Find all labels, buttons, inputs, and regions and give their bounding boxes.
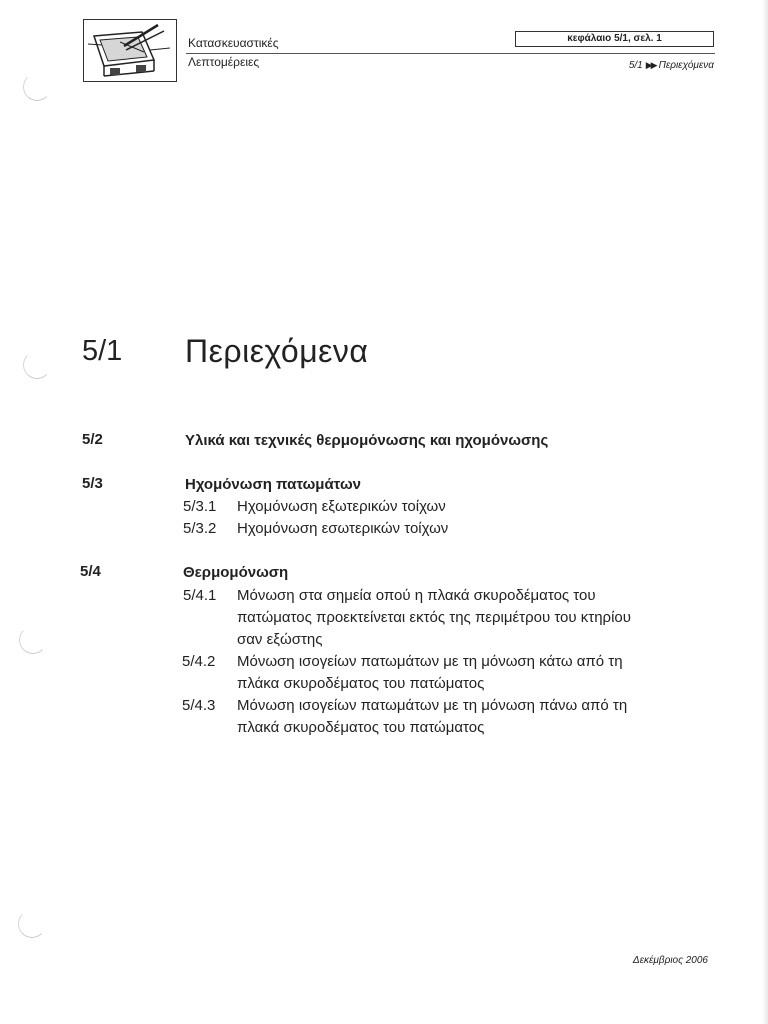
toc-subsection-title-continued: πλάκα σκυροδέματος του πατώματος — [237, 675, 485, 692]
chapter-page-box: κεφάλαιο 5/1, σελ. 1 — [515, 31, 714, 47]
punch-hole — [19, 626, 47, 654]
section-ref-number: 5/1 — [628, 60, 643, 71]
punch-hole — [23, 351, 51, 379]
toc-subsection-title: Μόνωση ισογείων πατωμάτων με τη μόνωση πάνω από τη — [237, 697, 628, 714]
toc-section-title: Υλικά και τεχνικές θερμομόνωσης και ηχομόνωσης — [185, 432, 549, 449]
header-divider — [186, 53, 715, 54]
chapter-number: 5/1 — [82, 335, 123, 367]
toc-subsection-number: 5/4.1 — [183, 587, 217, 604]
toc-section-title: Θερμομόνωση — [183, 564, 289, 581]
header-title-line2: Λεπτομέρειες — [188, 55, 260, 69]
section-ref-title: Περιεχόμενα — [658, 60, 714, 71]
toc-subsection-title-continued: σαν εξώστης — [237, 631, 323, 648]
toc-subsection-title: Μόνωση στα σημεία οπού η πλακά σκυροδέματος του — [237, 587, 596, 604]
page-title: Περιεχόμενα — [185, 333, 369, 369]
toc-subsection-title: Μόνωση ισογείων πατωμάτων με τη μόνωση κάτω από τη — [237, 653, 623, 670]
toc-subsection-number: 5/4.3 — [182, 697, 216, 714]
toc-section-number: 5/3 — [82, 475, 103, 492]
header-title-line1: Κατασκευαστικές — [188, 36, 279, 50]
logo — [83, 19, 177, 82]
toc-subsection-title: Ηχομόνωση εσωτερικών τοίχων — [237, 520, 449, 537]
punch-hole — [23, 73, 51, 101]
toc-subsection-title-continued: πατώματος προεκτείνεται εκτός της περιμέτρου του κτηρίου — [237, 609, 631, 626]
toc-subsection-number: 5/4.2 — [182, 653, 216, 670]
page-edge — [762, 0, 768, 1024]
punch-hole — [18, 910, 46, 938]
construction-detail-icon — [84, 20, 175, 80]
toc-subsection-number: 5/3.2 — [183, 520, 217, 537]
toc-subsection-number: 5/3.1 — [183, 498, 217, 515]
toc-section-number: 5/4 — [80, 563, 101, 580]
toc-section-title: Ηχομόνωση πατωμάτων — [185, 476, 361, 493]
toc-section-number: 5/2 — [82, 431, 103, 448]
double-arrow-icon: ▶▶ — [645, 60, 656, 70]
toc-subsection-title: Ηχομόνωση εξωτερικών τοίχων — [237, 498, 446, 515]
toc-subsection-title-continued: πλακά σκυροδέματος του πατώματος — [237, 719, 485, 736]
section-reference — [629, 60, 714, 71]
footer-date: Δεκέμβριος 2006 — [632, 955, 708, 966]
